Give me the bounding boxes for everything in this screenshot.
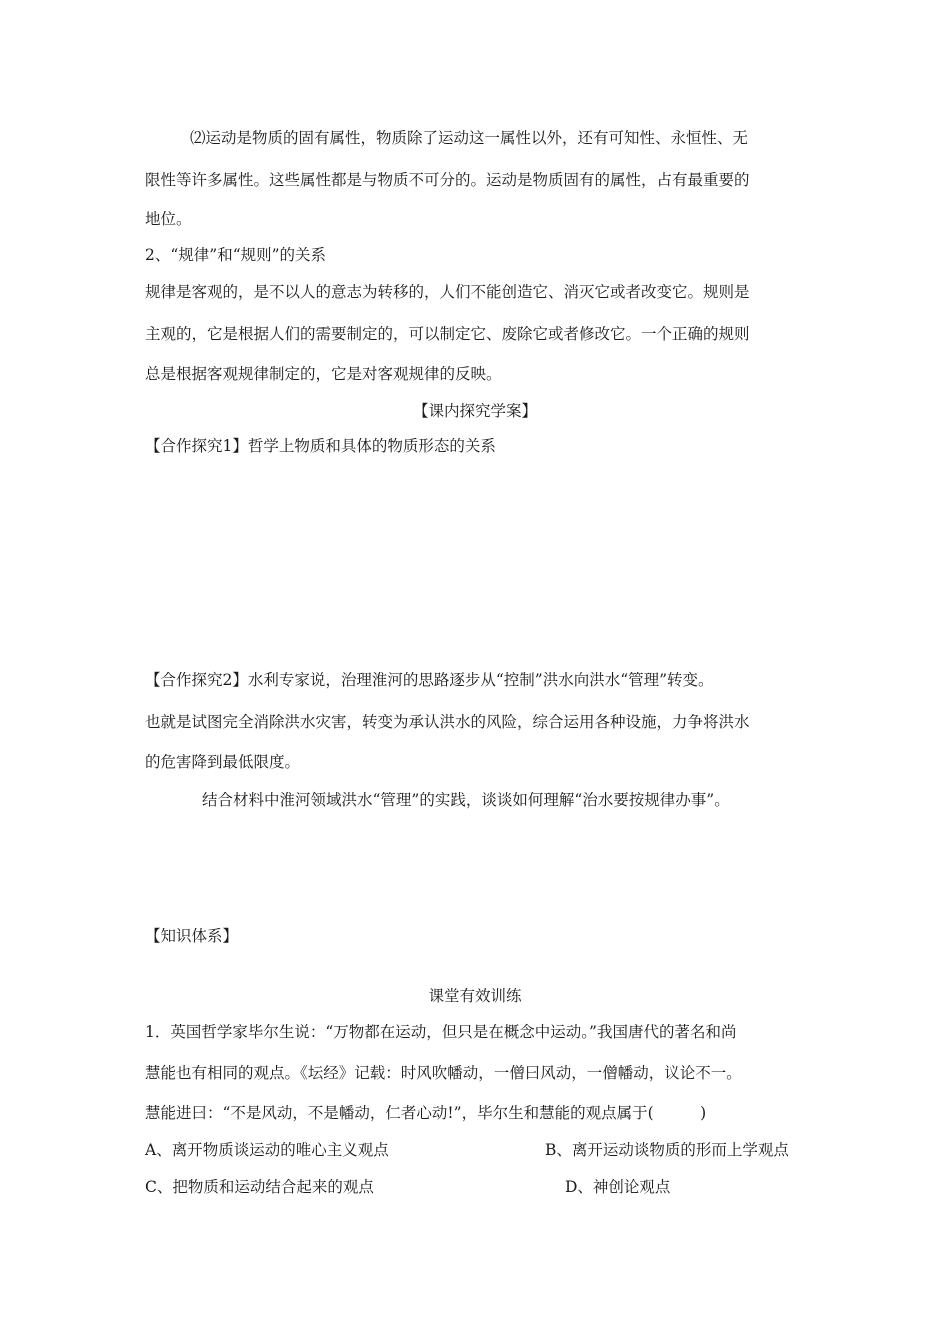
paragraph-line: 地位。 (145, 210, 192, 228)
explore-2-question: 结合材料中淮河领域洪水“管理”的实践，谈谈如何理解“治水要按规律办事”。 (202, 791, 730, 809)
section-heading: 2、“规律”和“规则”的关系 (145, 246, 327, 264)
paragraph-line: 【合作探究2】水利专家说，治理淮河的思路逐步从“控制”洪水向洪水“管理”转变。 (145, 671, 714, 689)
paragraph-line: 总是根据客观规律制定的，它是对客观规律的反映。 (145, 365, 502, 383)
option-c: C、把物质和运动结合起来的观点 (145, 1178, 374, 1196)
paragraph-line: 也就是试图完全消除洪水灾害，转变为承认洪水的风险，综合运用各种设施，力争将洪水 (145, 713, 750, 731)
paragraph-line: 规律是客观的，是不以人的意志为转移的，人们不能创造它、消灭它或者改变它。规则是 (145, 283, 750, 301)
paragraph-line: 主观的，它是根据人们的需要制定的，可以制定它、废除它或者修改它。一个正确的规则 (145, 325, 750, 343)
knowledge-heading: 【知识体系】 (145, 927, 239, 945)
option-a: A、离开物质谈运动的唯心主义观点 (145, 1141, 389, 1159)
question-line: 慧能进曰：“不是风动，不是幡动，仁者心动!”，毕尔生和慧能的观点属于( ) (145, 1104, 707, 1122)
training-title: 课堂有效训练 (428, 987, 522, 1005)
paragraph-line: 的危害降到最低限度。 (145, 753, 301, 771)
question-line: 1．英国哲学家毕尔生说：“万物都在运动，但只是在概念中运动。”我国唐代的著名和尚 (145, 1023, 737, 1041)
paragraph-line: 限性等许多属性。这些属性都是与物质不可分的。运动是物质固有的属性，占有最重要的 (145, 171, 750, 189)
explore-1: 【合作探究1】哲学上物质和具体的物质形态的关系 (145, 437, 496, 455)
option-b: B、离开运动谈物质的形而上学观点 (545, 1141, 789, 1159)
section-title: 【课内探究学案】 (412, 402, 537, 420)
option-d: D、神创论观点 (565, 1178, 671, 1196)
paragraph-line: ⑵运动是物质的固有属性，物质除了运动这一属性以外，还有可知性、永恒性、无 (190, 129, 749, 147)
question-line: 慧能也有相同的观点。《坛经》记载：时风吹幡动，一僧曰风动，一僧幡动，议论不一。 (145, 1064, 742, 1082)
